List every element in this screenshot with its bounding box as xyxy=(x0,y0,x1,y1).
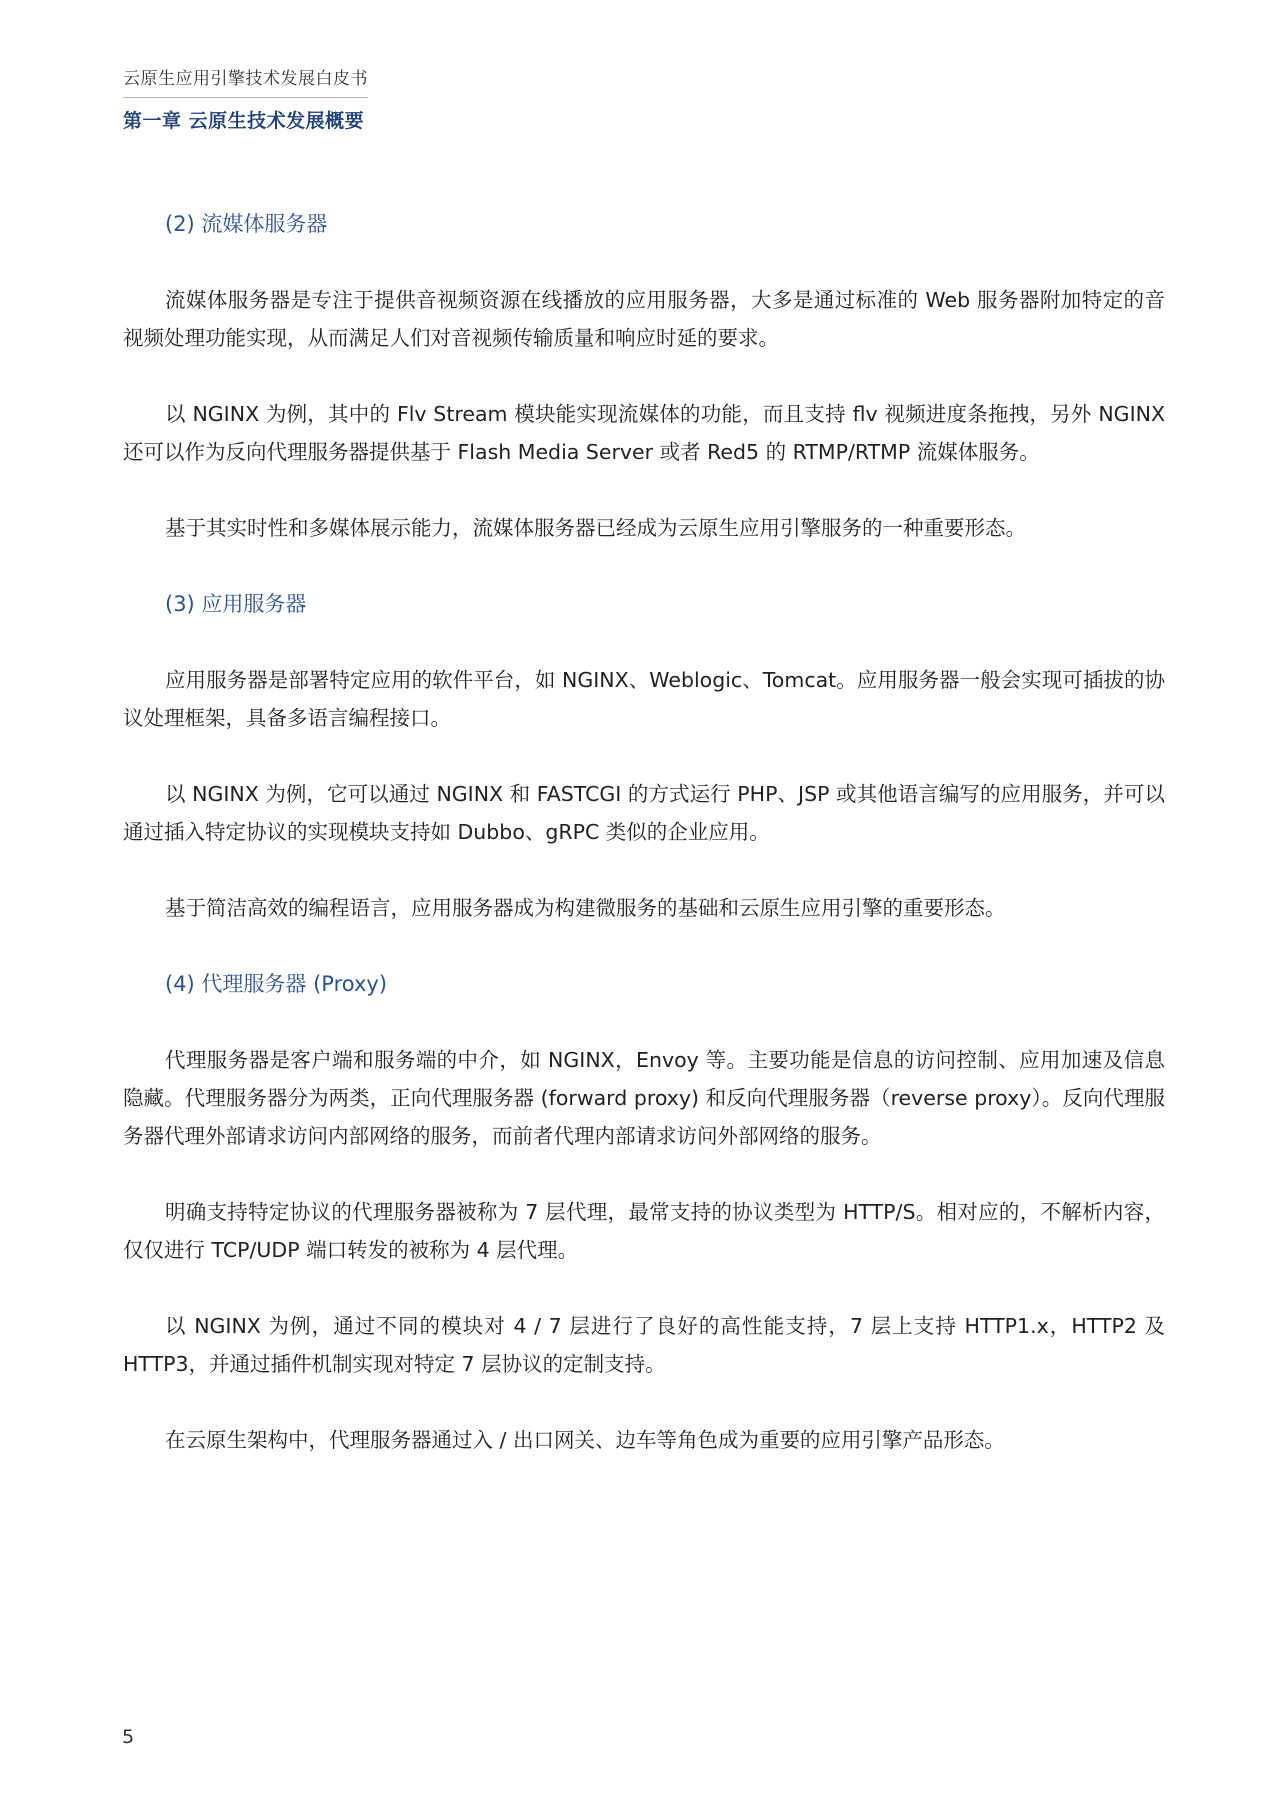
paragraph: 明确支持特定协议的代理服务器被称为 7 层代理，最常支持的协议类型为 HTTP/S。相对应的，不解析内容，仅仅进行 TCP/UDP 端口转发的被称为 4 层代理。 xyxy=(123,1200,1165,1262)
section-heading-streaming: (2) 流媒体服务器 xyxy=(165,212,328,236)
paragraph: 以 NGINX 为例，其中的 Flv Stream 模块能实现流媒体的功能，而且支持 flv 视频进度条拖拽，另外 NGINX 还可以作为反向代理服务器提供基于 Flash Media Server 或者 Red5 的 RTMP/RTMP 流媒体服务。 xyxy=(123,402,1165,464)
paragraph: 流媒体服务器是专注于提供音视频资源在线播放的应用服务器，大多是通过标准的 Web 服务器附加特定的音视频处理功能实现，从而满足人们对音视频传输质量和响应时延的要求。 xyxy=(123,288,1165,350)
main-content xyxy=(123,205,1165,1497)
chapter-title: 第一章 云原生技术发展概要 xyxy=(123,110,365,132)
paragraph: 在云原生架构中，代理服务器通过入 / 出口网关、边车等角色成为重要的应用引擎产品形态。 xyxy=(165,1428,1005,1452)
paragraph: 基于简洁高效的编程语言，应用服务器成为构建微服务的基础和云原生应用引擎的重要形态。 xyxy=(165,896,1006,920)
page-number: 5 xyxy=(122,1726,135,1748)
paragraph: 代理服务器是客户端和服务端的中介，如 NGINX，Envoy 等。主要功能是信息的访问控制、应用加速及信息隐藏。代理服务器分为两类，正向代理服务器 (forward proxy) 和反向代理服务器（reverse proxy）。反向代理服务器代理外部请求访问内部网络的服务，而前者代理内部请求访问外部网络的服务。 xyxy=(123,1048,1165,1148)
paragraph: 以 NGINX 为例，它可以通过 NGINX 和 FASTCGI 的方式运行 PHP、JSP 或其他语言编写的应用服务，并可以通过插入特定协议的实现模块支持如 Dubbo、gRPC 类似的企业应用。 xyxy=(123,782,1165,844)
paragraph: 应用服务器是部署特定应用的软件平台，如 NGINX、Weblogic、Tomcat。应用服务器一般会实现可插拔的协议处理框架，具备多语言编程接口。 xyxy=(123,668,1165,730)
page-header xyxy=(123,64,368,133)
section-heading-app-server: (3) 应用服务器 xyxy=(165,592,307,616)
section-heading-proxy: (4) 代理服务器 (Proxy) xyxy=(165,972,388,996)
paragraph: 以 NGINX 为例，通过不同的模块对 4 / 7 层进行了良好的高性能支持，7 层上支持 HTTP1.x，HTTP2 及 HTTP3，并通过插件机制实现对特定 7 层协议的定制支持。 xyxy=(123,1314,1165,1376)
document-title: 云原生应用引擎技术发展白皮书 xyxy=(123,64,368,98)
paragraph: 基于其实时性和多媒体展示能力，流媒体服务器已经成为云原生应用引擎服务的一种重要形态。 xyxy=(165,516,1026,540)
